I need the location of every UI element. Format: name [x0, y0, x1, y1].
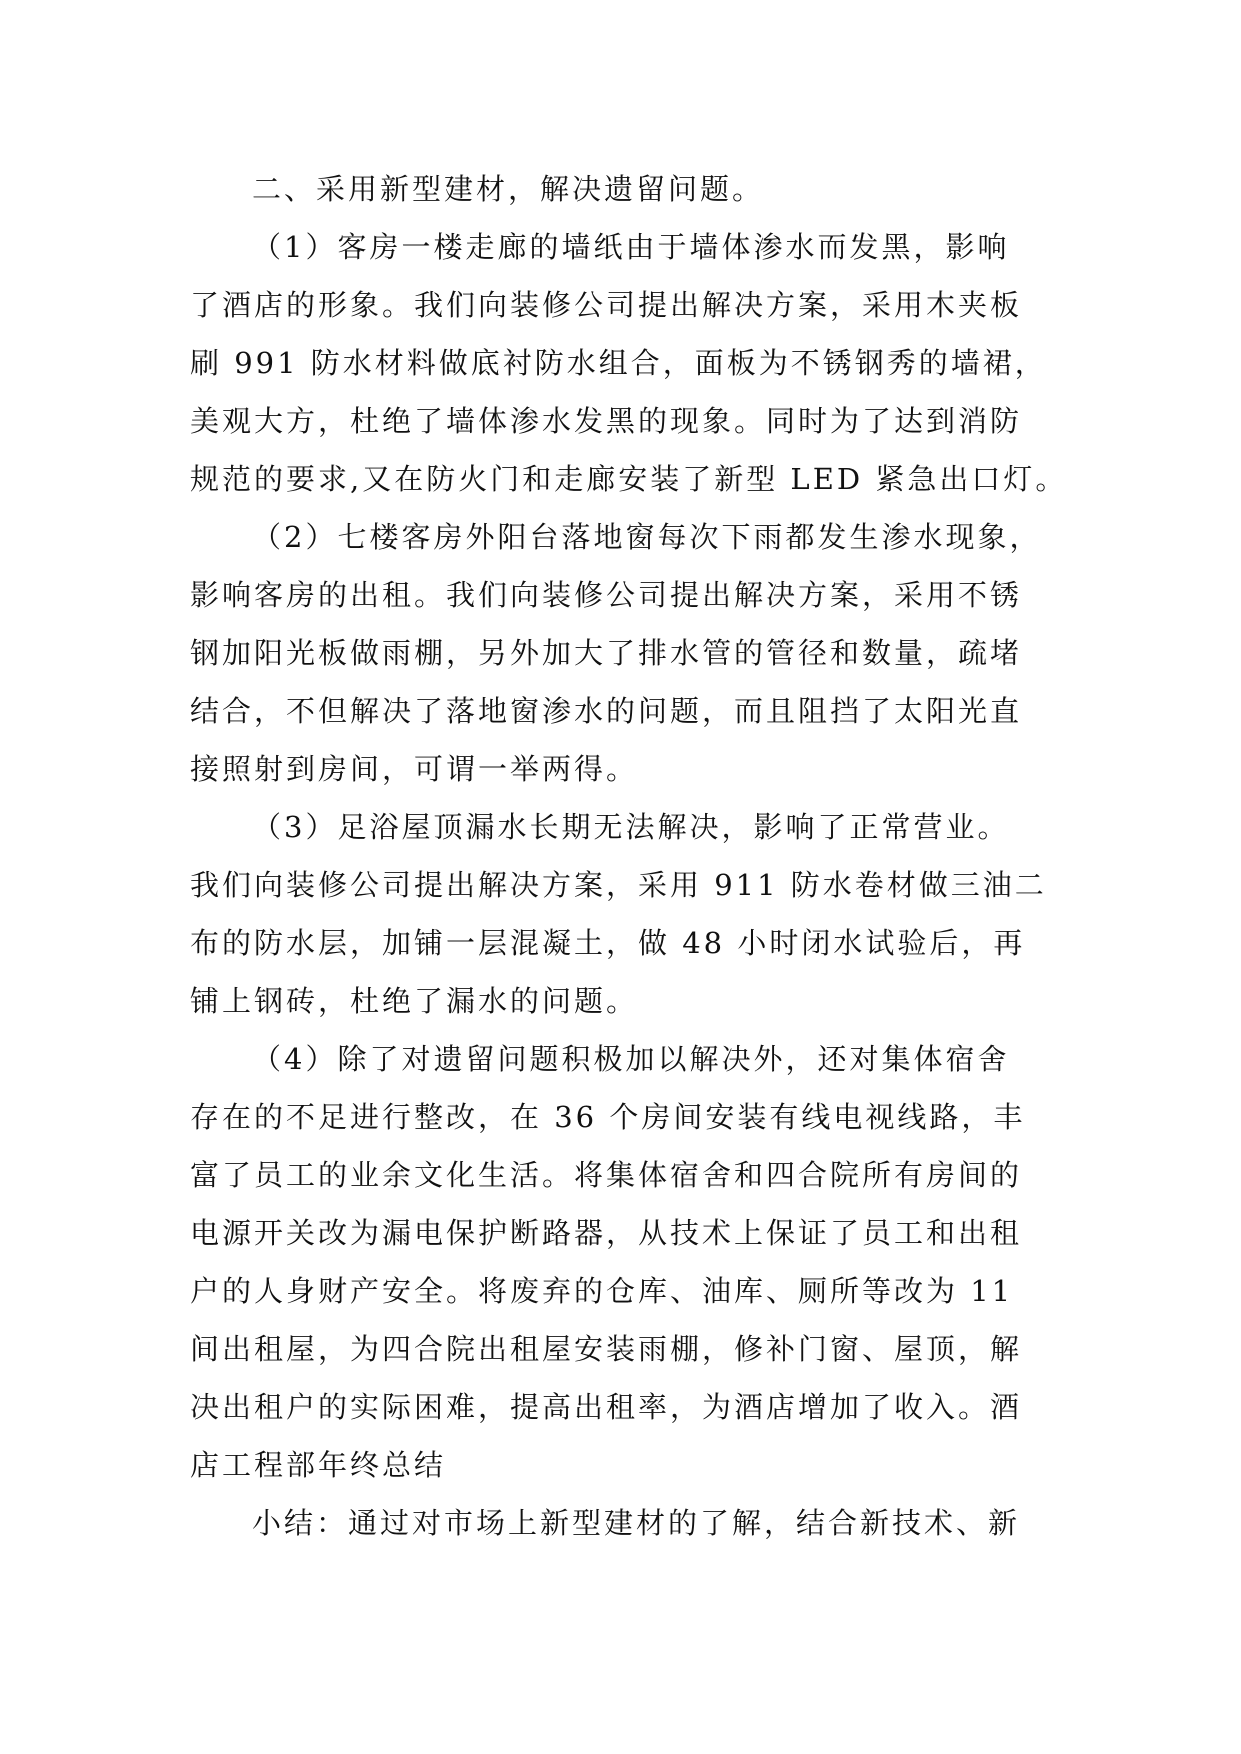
text-line: 接照射到房间，可谓一举两得。	[190, 752, 639, 786]
text-line: 间出租屋，为四合院出租屋安装雨棚，修补门窗、屋顶，解	[190, 1332, 1023, 1366]
text-line: 铺上钢砖，杜绝了漏水的问题。	[190, 984, 639, 1018]
text-line: 富了员工的业余文化生活。将集体宿舍和四合院所有房间的	[190, 1158, 1023, 1192]
text-line: （1）客房一楼走廊的墙纸由于墙体渗水而发黑，影响	[252, 230, 1010, 264]
text-line: 美观大方，杜绝了墙体渗水发黑的现象。同时为了达到消防	[190, 404, 1023, 438]
text-line: 店工程部年终总结	[190, 1448, 447, 1482]
text-line: 结合，不但解决了落地窗渗水的问题，而且阻挡了太阳光直	[190, 694, 1023, 728]
text-line: 布的防水层，加铺一层混凝土，做 48 小时闭水试验后，再	[190, 926, 1026, 960]
text-line: （4）除了对遗留问题积极加以解决外，还对集体宿舍	[252, 1042, 1010, 1076]
text-line: 决出租户的实际困难，提高出租率，为酒店增加了收入。酒	[190, 1390, 1023, 1424]
text-line: 影响客房的出租。我们向装修公司提出解决方案，采用不锈	[190, 578, 1023, 612]
text-line: 钢加阳光板做雨棚，另外加大了排水管的管径和数量，疏堵	[190, 636, 1023, 670]
document-body	[190, 160, 1068, 1552]
text-line: 存在的不足进行整改，在 36 个房间安装有线电视线路，丰	[190, 1100, 1026, 1134]
text-line: 二、采用新型建材，解决遗留问题。	[252, 172, 765, 206]
text-line: （2）七楼客房外阳台落地窗每次下雨都发生渗水现象，	[252, 520, 1042, 554]
text-line: 户的人身财产安全。将废弃的仓库、油库、厕所等改为 11	[190, 1274, 1014, 1308]
text-line: 小结：通过对市场上新型建材的了解，结合新技术、新	[252, 1506, 1021, 1540]
text-line: 电源开关改为漏电保护断路器，从技术上保证了员工和出租	[190, 1216, 1023, 1250]
text-line: 我们向装修公司提出解决方案，采用 911 防水卷材做三油二	[190, 868, 1047, 902]
text-line: 了酒店的形象。我们向装修公司提出解决方案，采用木夹板	[190, 288, 1023, 322]
text-line: 规范的要求,又在防火门和走廊安装了新型 LED 紧急出口灯。	[190, 462, 1068, 496]
text-line: （3）足浴屋顶漏水长期无法解决，影响了正常营业。	[252, 810, 1010, 844]
text-line: 刷 991 防水材料做底衬防水组合，面板为不锈钢秀的墙裙，	[190, 346, 1047, 380]
